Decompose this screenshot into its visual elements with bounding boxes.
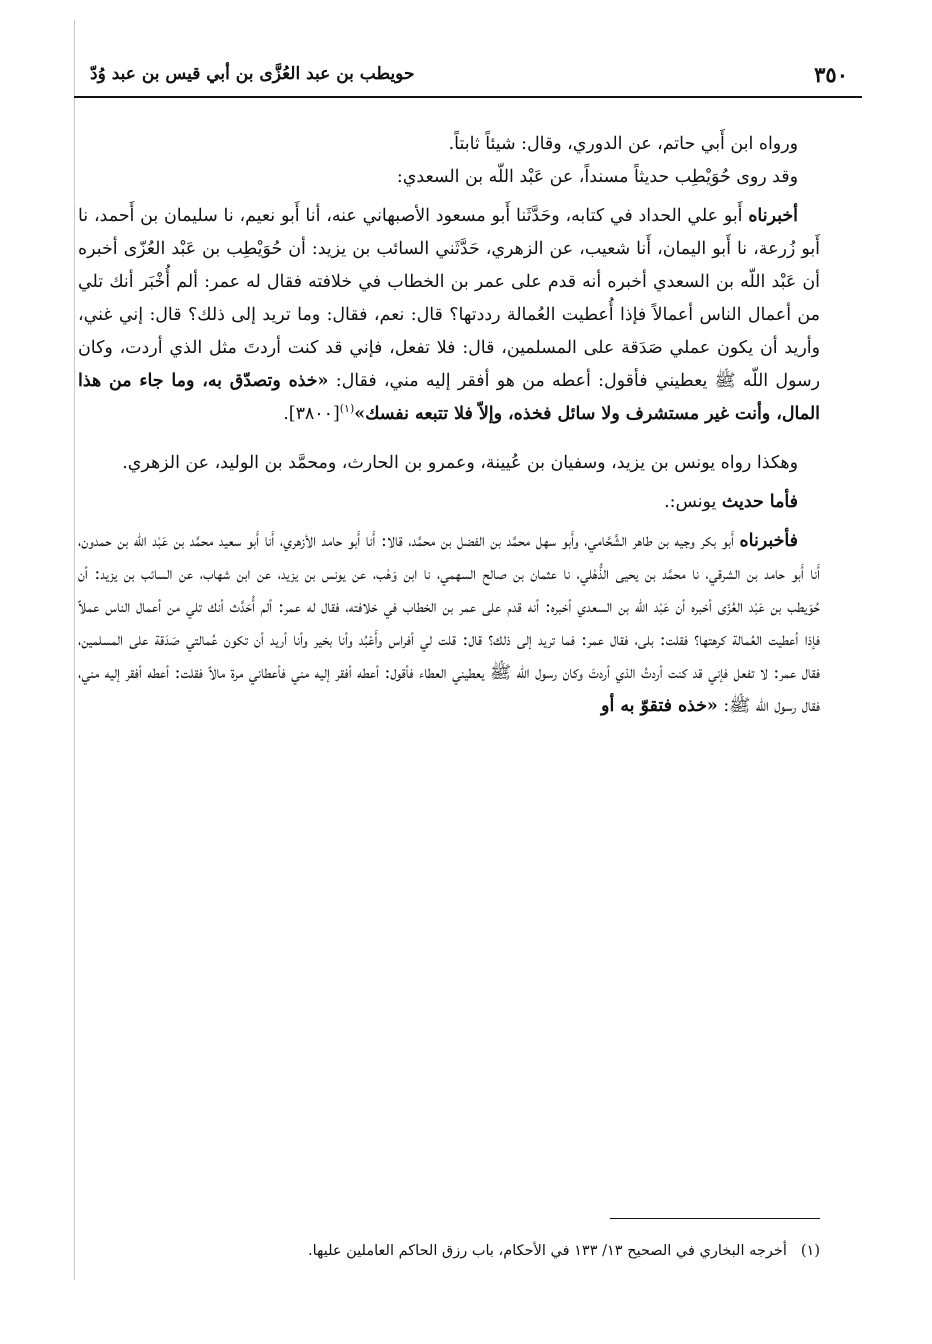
footnote-number: (١) (800, 1243, 820, 1259)
body-text (78, 128, 820, 723)
paragraph-5-lead: فأما حديث (721, 492, 798, 512)
scan-margin-line (74, 20, 75, 1280)
header-rule (74, 96, 862, 98)
footnote-text: أخرجه البخاري في الصحيح ١٣/ ١٣٣ في الأحكام، باب رزق الحاكم العاملين عليها. (308, 1243, 787, 1259)
paragraph-3-quote: «خذه وتصدّق به، وما جاء من هذا المال، وأنت غير مستشرف ولا سائل فخذه، وإلاّ فلا تتبعه نفسك» (78, 371, 820, 424)
paragraph-1: ورواه ابن أَبي حاتم، عن الدوري، وقال: شيئاً ثابتاً. (448, 134, 798, 154)
paragraph-6 (78, 525, 820, 723)
footnote-marker: (١) (339, 402, 355, 416)
paragraph-3-text: أَبو علي الحداد في كتابه، وحَدَّثَنا أَبو مسعود الأصبهاني عنه، أنا أَبو نعيم، نا سليمان بن أَحمد، نا أَبو زُرعة، نا أَبو اليمان، أَنا شعيب، عن الزهري، حَدَّثَني السائب بن يزيد: أن حُوَيْطِب بن عَبْد العُزّى أخبره أن عَبْد اللّه بن السعدي أخبره أنه قدم على عمر بن الخطاب في خلافته فقال له عمر: ألم أُخْبَر أنك تلي من أعمال الناس أعمالاً فإذا أُعطيت العُمالة رددتها؟ قال: نعم، فقال: وما تريد إلى ذلك؟ قال: إني غني، وأريد أن يكون عملي صَدَقة على المسلمين، قال: فلا تفعل، فإني قد كنت أردتَ مثل الذي أردت، وكان رسول اللّه ﷺ يعطيني فأقول: أعطه من هو أفقر إليه مني، فقال: (78, 206, 820, 391)
paragraph-3 (78, 200, 820, 431)
paragraph-6-text: أَبو بكر وجيه بن طاهر الشَّحَّامي، وأَبو سهل محمَّد بن الفضل بن محمَّد، قالا: أَنا أَبو حامد الأزهري، أَنا أَبو سعيد محمَّد بن عَبْد اللّه بن حمدون، أَنا أَبو حامد بن الشرقي، نا محمَّد بن يحيى الذُّهْلي، نا عثمان بن صالح السهمي، نا ابن وَهْب، عن يونس بن يزيد، عن ابن شهاب، عن السائب بن يزيد: أن حُوَيطب بن عَبْد العُزّى أخبره أن عَبْد اللّه بن السعدي أخبره: أنه قدم على عمر بن الخطاب في خلافته، فقال له عمر: ألم أُحَدَّث أنك تلي من أعمال الناس عملاً فإذا أعطيت العُمالة كرهتها؟ فقلت: بلى، فقال عمر: فما تريد إلى ذلك؟ قال: قلت لي أفراس وأَعْبُد وأنا بخير وأنا أريد أن تكون عُمالتي صَدَقة على المسلمين، فقال عمر: لا تفعل فإني قد كنت أردتُ الذي أردتَ وكان رسول اللّه ﷺ يعطيني العطاء فأقول: أعطه أفقر إليه مني فأعطاني مرة مالاً فقلت: أعطه أفقر إليه مني، فقال رسول اللّه ﷺ: (78, 531, 820, 716)
paragraph-4: وهكذا رواه يونس بن يزيد، وسفيان بن عُيينة، وعمرو بن الحارث، ومحمَّد بن الوليد، عن الزهري. (122, 453, 798, 473)
paragraph-6-lead: فأخبرناه (739, 531, 798, 551)
paragraph-3-lead: أخبرناه (748, 206, 798, 226)
paragraph-2: وقد روى حُوَيْطِب حديثاً مسنداً، عن عَبْد اللّه بن السعدي: (396, 167, 798, 187)
paragraph-5-text: يونس:. (664, 492, 722, 512)
page-number: ٣٥٠ (814, 62, 848, 87)
paragraph-3-reference: [٣٨٠٠]. (283, 404, 340, 424)
footnote (120, 1240, 820, 1262)
paragraph-5 (78, 486, 820, 519)
paragraph-6-quote: «خذه فتقوّ به أو (601, 696, 718, 716)
running-title: حويطب بن عبد العُزَّى بن أبي قيس بن عبد وُدّ (90, 64, 415, 84)
page-header (86, 62, 852, 96)
footnote-rule (610, 1218, 820, 1219)
